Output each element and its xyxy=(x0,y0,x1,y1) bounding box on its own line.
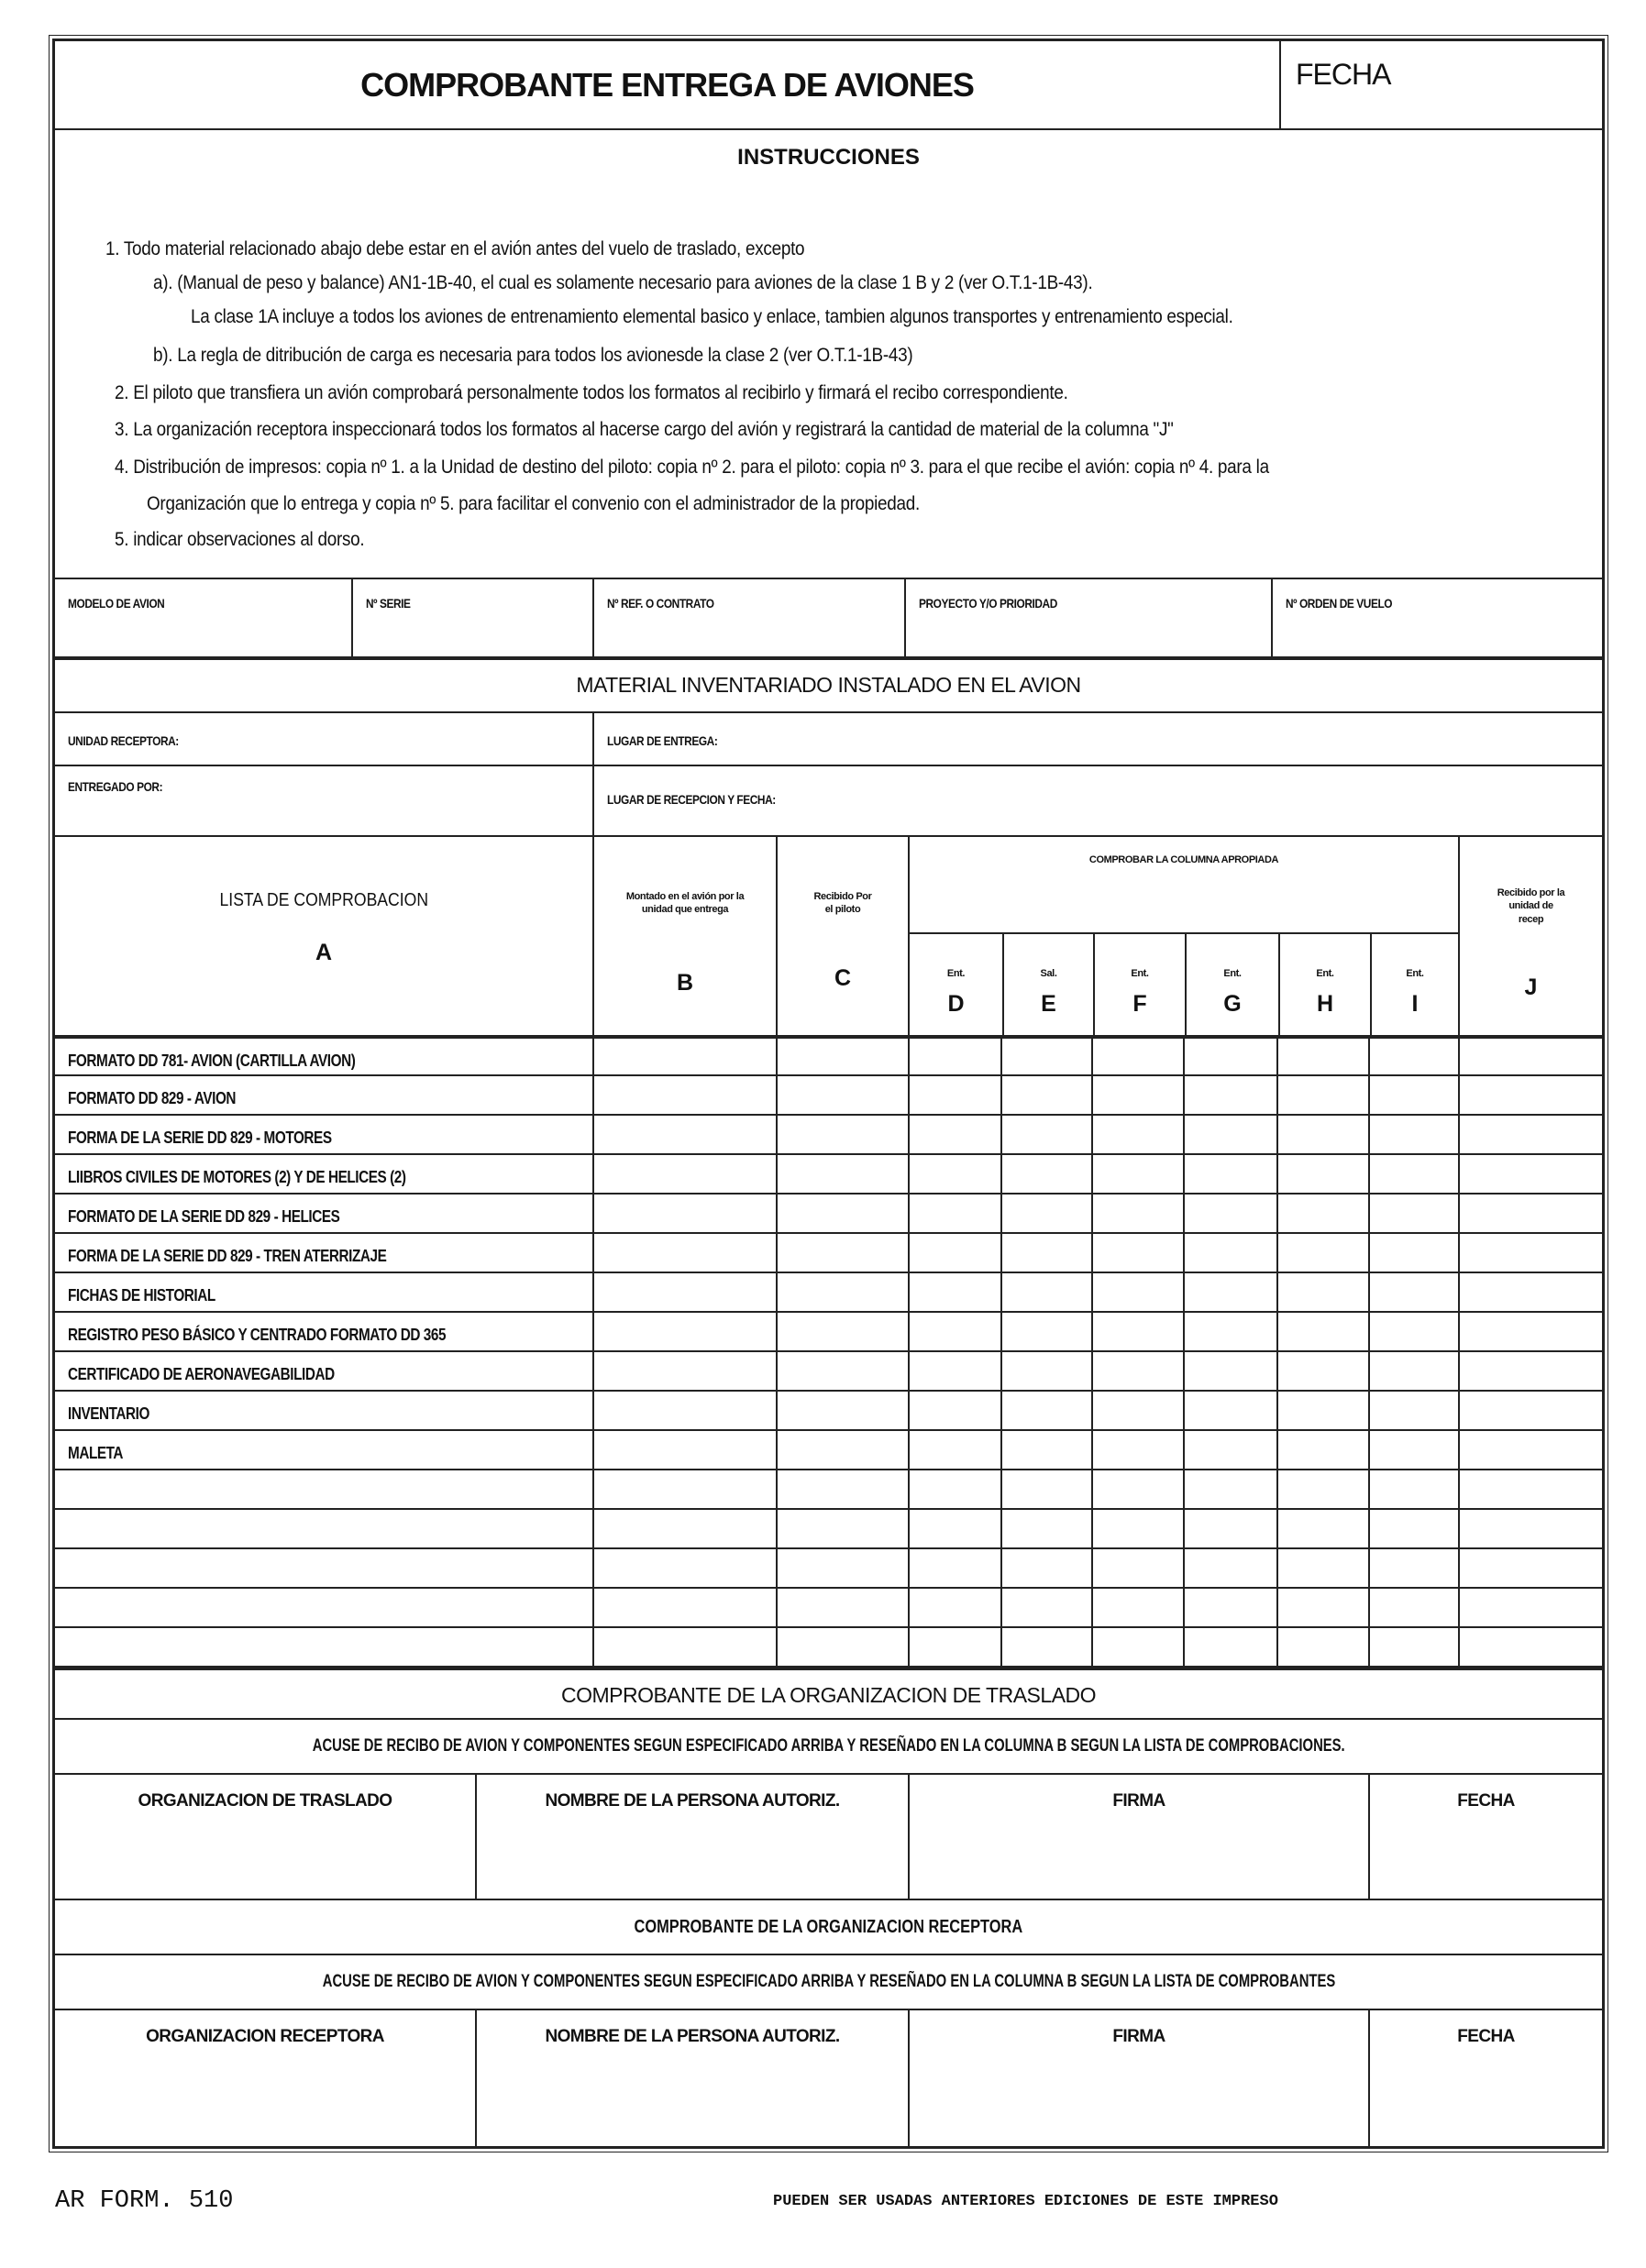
cell-col-j[interactable] xyxy=(1458,1076,1602,1114)
cell-col-j[interactable] xyxy=(1458,1549,1602,1587)
cell-col-g[interactable] xyxy=(1183,1589,1276,1626)
transfer-date-label: FECHA xyxy=(1457,1791,1515,1811)
cell-col-h[interactable] xyxy=(1276,1549,1368,1587)
cell-col-b[interactable] xyxy=(592,1392,776,1429)
model-label: MODELO DE AVION xyxy=(68,596,165,611)
transfer-org-title-row xyxy=(55,1668,1602,1720)
cell-col-b[interactable] xyxy=(592,1195,776,1232)
table-row xyxy=(55,1273,1602,1313)
cell-col-g[interactable] xyxy=(1183,1116,1276,1153)
project-label: PROYECTO Y/O PRIORIDAD xyxy=(919,596,1057,611)
cell-col-h[interactable] xyxy=(1276,1195,1368,1232)
cell-col-a[interactable] xyxy=(55,1392,592,1429)
cell-col-b[interactable] xyxy=(592,1628,776,1666)
cell-col-c[interactable] xyxy=(776,1313,908,1350)
cell-col-f[interactable] xyxy=(1091,1039,1183,1074)
cell-col-h[interactable] xyxy=(1276,1313,1368,1350)
cell-col-f[interactable] xyxy=(1091,1195,1183,1232)
cell-col-g[interactable] xyxy=(1183,1039,1276,1074)
col-h-header xyxy=(1278,934,1370,1035)
receiving-unit-field[interactable] xyxy=(55,713,592,765)
cell-col-j[interactable] xyxy=(1458,1352,1602,1390)
cell-col-f[interactable] xyxy=(1091,1431,1183,1469)
cell-col-a[interactable] xyxy=(55,1273,592,1311)
cell-col-a[interactable] xyxy=(55,1549,592,1587)
cell-col-b[interactable] xyxy=(592,1234,776,1272)
receiving-org-title: COMPROBANTE DE LA ORGANIZACION RECEPTORA xyxy=(634,1917,1023,1937)
col-i-sub: Ent. xyxy=(1406,968,1424,979)
cell-col-g[interactable] xyxy=(1183,1352,1276,1390)
receiving-org-field[interactable] xyxy=(55,2010,475,2146)
checklist-item-label: FORMATO DD 781- AVION (CARTILLA AVION) xyxy=(68,1051,356,1070)
cell-col-f[interactable] xyxy=(1091,1116,1183,1153)
cell-col-c[interactable] xyxy=(776,1589,908,1626)
receiving-unit-row xyxy=(55,713,1602,766)
cell-col-e[interactable] xyxy=(1000,1392,1091,1429)
transfer-name-label: NOMBRE DE LA PERSONA AUTORIZ. xyxy=(545,1791,840,1811)
cell-col-c[interactable] xyxy=(776,1039,908,1074)
cell-col-h[interactable] xyxy=(1276,1273,1368,1311)
cell-col-g[interactable] xyxy=(1183,1431,1276,1469)
cell-col-c[interactable] xyxy=(776,1155,908,1193)
col-b-label: Montado en el avión por la unidad que entrega xyxy=(625,891,745,916)
col-c-label: Recibido Por el piloto xyxy=(813,891,872,916)
cell-col-d[interactable] xyxy=(908,1076,1000,1114)
cell-col-d[interactable] xyxy=(908,1039,1000,1074)
material-title-row xyxy=(55,658,1602,713)
cell-col-a[interactable] xyxy=(55,1195,592,1232)
cell-col-d[interactable] xyxy=(908,1549,1000,1587)
cell-col-b[interactable] xyxy=(592,1116,776,1153)
cell-col-c[interactable] xyxy=(776,1234,908,1272)
transfer-org-label: ORGANIZACION DE TRASLADO xyxy=(138,1791,392,1811)
cell-col-c[interactable] xyxy=(776,1549,908,1587)
cell-col-b[interactable] xyxy=(592,1510,776,1547)
cell-col-c[interactable] xyxy=(776,1470,908,1508)
transfer-signature-field[interactable] xyxy=(908,1775,1368,1899)
receiving-signature-field[interactable] xyxy=(908,2010,1368,2146)
delivered-by-field[interactable] xyxy=(55,766,592,835)
cell-col-f[interactable] xyxy=(1091,1470,1183,1508)
transfer-date-field[interactable] xyxy=(1368,1775,1602,1899)
cell-col-f[interactable] xyxy=(1091,1273,1183,1311)
receiving-ack-row xyxy=(55,1955,1602,2010)
instruction-line: 2. El piloto que transfiera un avión comprobará personalmente todos los formatos al recibirlo y firmará el recibo correspondiente. xyxy=(115,382,1068,403)
col-g-sub: Ent. xyxy=(1223,968,1242,979)
instruction-line: b). La regla de ditribución de carga es necesaria para todos los avionesde la clase 2 (ver O.T.1-1B-43) xyxy=(153,345,913,366)
table-row xyxy=(55,1589,1602,1628)
cell-col-h[interactable] xyxy=(1276,1470,1368,1508)
cell-col-a[interactable] xyxy=(55,1313,592,1350)
cell-col-f[interactable] xyxy=(1091,1549,1183,1587)
receiving-unit-label: UNIDAD RECEPTORA: xyxy=(68,733,179,748)
cell-col-f[interactable] xyxy=(1091,1352,1183,1390)
cell-col-f[interactable] xyxy=(1091,1589,1183,1626)
cell-col-b[interactable] xyxy=(592,1273,776,1311)
cell-col-g[interactable] xyxy=(1183,1273,1276,1311)
receiving-date-label: FECHA xyxy=(1457,2027,1515,2046)
cell-col-i[interactable] xyxy=(1368,1589,1458,1626)
cell-col-g[interactable] xyxy=(1183,1628,1276,1666)
cell-col-i[interactable] xyxy=(1368,1628,1458,1666)
cell-col-e[interactable] xyxy=(1000,1352,1091,1390)
cell-col-i[interactable] xyxy=(1368,1313,1458,1350)
receiving-org-title-row xyxy=(55,1900,1602,1955)
col-g-header xyxy=(1185,934,1278,1035)
cell-col-c[interactable] xyxy=(776,1431,908,1469)
checklist-item-label: CERTIFICADO DE AERONAVEGABILIDAD xyxy=(68,1365,335,1383)
cell-col-e[interactable] xyxy=(1000,1116,1091,1153)
cell-col-c[interactable] xyxy=(776,1628,908,1666)
cell-col-e[interactable] xyxy=(1000,1510,1091,1547)
cell-col-b[interactable] xyxy=(592,1470,776,1508)
table-row xyxy=(55,1037,1602,1076)
cell-col-j[interactable] xyxy=(1458,1273,1602,1311)
reception-place-label: LUGAR DE RECEPCION Y FECHA: xyxy=(607,792,776,807)
cell-col-e[interactable] xyxy=(1000,1076,1091,1114)
table-row xyxy=(55,1155,1602,1195)
cell-col-c[interactable] xyxy=(776,1076,908,1114)
cell-col-d[interactable] xyxy=(908,1273,1000,1311)
table-row xyxy=(55,1549,1602,1589)
transfer-org-field[interactable] xyxy=(55,1775,475,1899)
cell-col-d[interactable] xyxy=(908,1470,1000,1508)
cell-col-j[interactable] xyxy=(1458,1195,1602,1232)
instruction-line: 4. Distribución de impresos: copia nº 1. a la Unidad de destino del piloto: copia nº 2. para el piloto: copia nº 3. para el que recibe el avión: copia nº 4. para la xyxy=(115,457,1269,478)
cell-col-a[interactable] xyxy=(55,1076,592,1114)
cell-col-j[interactable] xyxy=(1458,1431,1602,1469)
date-field[interactable] xyxy=(1279,41,1602,128)
cell-col-g[interactable] xyxy=(1183,1470,1276,1508)
delivery-place-field[interactable] xyxy=(592,713,1602,765)
flight-order-label: Nº ORDEN DE VUELO xyxy=(1286,596,1393,611)
cell-col-h[interactable] xyxy=(1276,1116,1368,1153)
checklist-item-label: REGISTRO PESO BÁSICO Y CENTRADO FORMATO DD 365 xyxy=(68,1326,447,1344)
checklist-item-label: FICHAS DE HISTORIAL xyxy=(68,1286,215,1305)
cell-col-j[interactable] xyxy=(1458,1470,1602,1508)
cell-col-b[interactable] xyxy=(592,1076,776,1114)
cell-col-c[interactable] xyxy=(776,1195,908,1232)
instructions-title: INSTRUCCIONES xyxy=(737,145,920,170)
serial-field[interactable] xyxy=(351,579,592,656)
col-j-label: Recibido por la unidad de recep xyxy=(1497,887,1565,925)
col-e-sub: Sal. xyxy=(1040,968,1057,979)
table-row xyxy=(55,1628,1602,1668)
receiving-ack: ACUSE DE RECIBO DE AVION Y COMPONENTES SEGUN ESPECIFICADO ARRIBA Y RESEÑADO EN LA COLUMNA B SEGUN LA LISTA DE COMPROBANTES xyxy=(322,1972,1335,1991)
form-title: COMPROBANTE ENTREGA DE AVIONES xyxy=(360,65,974,104)
col-i-letter: I xyxy=(1411,991,1419,1017)
checklist-item-label: MALETA xyxy=(68,1444,124,1462)
serial-label: Nº SERIE xyxy=(366,596,411,611)
cell-col-j[interactable] xyxy=(1458,1628,1602,1666)
check-group-header xyxy=(908,837,1458,1035)
cell-col-d[interactable] xyxy=(908,1195,1000,1232)
cell-col-j[interactable] xyxy=(1458,1039,1602,1074)
receiving-name-label: NOMBRE DE LA PERSONA AUTORIZ. xyxy=(545,2027,840,2046)
cell-col-b[interactable] xyxy=(592,1155,776,1193)
cell-col-b[interactable] xyxy=(592,1589,776,1626)
col-i-header xyxy=(1370,934,1458,1035)
table-row xyxy=(55,1431,1602,1470)
project-field[interactable] xyxy=(904,579,1271,656)
col-c-letter: C xyxy=(834,965,852,991)
cell-col-f[interactable] xyxy=(1091,1076,1183,1114)
cell-col-e[interactable] xyxy=(1000,1589,1091,1626)
cell-col-j[interactable] xyxy=(1458,1234,1602,1272)
col-e-letter: E xyxy=(1041,991,1056,1017)
cell-col-i[interactable] xyxy=(1368,1431,1458,1469)
col-f-header xyxy=(1093,934,1185,1035)
checklist-item-label: INVENTARIO xyxy=(68,1404,149,1423)
model-field[interactable] xyxy=(55,579,351,656)
cell-col-e[interactable] xyxy=(1000,1273,1091,1311)
delivered-by-label: ENTREGADO POR: xyxy=(68,779,163,794)
cell-col-e[interactable] xyxy=(1000,1234,1091,1272)
delivered-by-row xyxy=(55,766,1602,837)
cell-col-d[interactable] xyxy=(908,1313,1000,1350)
col-a-letter: A xyxy=(315,940,333,965)
cell-col-g[interactable] xyxy=(1183,1313,1276,1350)
cell-col-h[interactable] xyxy=(1276,1039,1368,1074)
cell-col-j[interactable] xyxy=(1458,1116,1602,1153)
cell-col-e[interactable] xyxy=(1000,1155,1091,1193)
table-row xyxy=(55,1313,1602,1352)
cell-col-g[interactable] xyxy=(1183,1549,1276,1587)
transfer-org-title: COMPROBANTE DE LA ORGANIZACION DE TRASLADO xyxy=(560,1683,1097,1707)
col-f-letter: F xyxy=(1132,991,1147,1017)
col-b-header xyxy=(592,837,776,1035)
cell-col-h[interactable] xyxy=(1276,1510,1368,1547)
cell-col-a[interactable] xyxy=(55,1234,592,1272)
cell-col-e[interactable] xyxy=(1000,1431,1091,1469)
cell-col-h[interactable] xyxy=(1276,1628,1368,1666)
cell-col-j[interactable] xyxy=(1458,1510,1602,1547)
col-c-header xyxy=(776,837,908,1035)
cell-col-h[interactable] xyxy=(1276,1076,1368,1114)
cell-col-d[interactable] xyxy=(908,1510,1000,1547)
col-a-header xyxy=(55,837,592,1035)
cell-col-i[interactable] xyxy=(1368,1155,1458,1193)
contract-field[interactable] xyxy=(592,579,904,656)
delivery-place-label: LUGAR DE ENTREGA: xyxy=(607,733,718,748)
cell-col-g[interactable] xyxy=(1183,1195,1276,1232)
instruction-line: 3. La organización receptora inspeccionará todos los formatos al hacerse cargo del avión y registrará la cantidad de material de la columna "J" xyxy=(115,419,1174,440)
cell-col-j[interactable] xyxy=(1458,1392,1602,1429)
cell-col-i[interactable] xyxy=(1368,1076,1458,1114)
cell-col-d[interactable] xyxy=(908,1234,1000,1272)
checklist-item-label: FORMATO DE LA SERIE DD 829 - HELICES xyxy=(68,1207,340,1226)
receiving-org-label: ORGANIZACION RECEPTORA xyxy=(146,2027,384,2046)
cell-col-i[interactable] xyxy=(1368,1510,1458,1547)
cell-col-d[interactable] xyxy=(908,1431,1000,1469)
check-subcols xyxy=(910,932,1458,1035)
cell-col-j[interactable] xyxy=(1458,1155,1602,1193)
instructions-section xyxy=(55,128,1602,579)
instruction-line: a). (Manual de peso y balance) AN1-1B-40, el cual es solamente necesario para aviones de la clase 1 B y 2 (ver O.T.1-1B-43). xyxy=(153,272,1093,293)
cell-col-c[interactable] xyxy=(776,1116,908,1153)
table-row xyxy=(55,1392,1602,1431)
cell-col-a[interactable] xyxy=(55,1470,592,1508)
receiving-date-field[interactable] xyxy=(1368,2010,1602,2146)
cell-col-a[interactable] xyxy=(55,1155,592,1193)
cell-col-a[interactable] xyxy=(55,1116,592,1153)
contract-label: Nº REF. O CONTRATO xyxy=(607,596,714,611)
cell-col-a[interactable] xyxy=(55,1431,592,1469)
editions-note: PUEDEN SER USADAS ANTERIORES EDICIONES DE ESTE IMPRESO xyxy=(773,2193,1278,2210)
checklist-body xyxy=(55,1037,1602,1668)
cell-col-d[interactable] xyxy=(908,1155,1000,1193)
cell-col-h[interactable] xyxy=(1276,1589,1368,1626)
col-f-sub: Ent. xyxy=(1131,968,1149,979)
cell-col-h[interactable] xyxy=(1276,1431,1368,1469)
cell-col-d[interactable] xyxy=(908,1352,1000,1390)
cell-col-a[interactable] xyxy=(55,1628,592,1666)
transfer-ack-row xyxy=(55,1720,1602,1775)
cell-col-a[interactable] xyxy=(55,1589,592,1626)
cell-col-h[interactable] xyxy=(1276,1234,1368,1272)
checklist-item-label: FORMA DE LA SERIE DD 829 - TREN ATERRIZAJE xyxy=(68,1247,387,1265)
transfer-ack: ACUSE DE RECIBO DE AVION Y COMPONENTES SEGUN ESPECIFICADO ARRIBA Y RESEÑADO EN LA COLUMNA B SEGUN LA LISTA DE COMPROBACIONES. xyxy=(312,1736,1345,1756)
checklist-item-label: FORMATO DD 829 - AVION xyxy=(68,1089,237,1107)
table-row xyxy=(55,1116,1602,1155)
cell-col-h[interactable] xyxy=(1276,1392,1368,1429)
cell-col-g[interactable] xyxy=(1183,1392,1276,1429)
table-row xyxy=(55,1195,1602,1234)
checklist-item-label: FORMA DE LA SERIE DD 829 - MOTORES xyxy=(68,1128,332,1147)
cell-col-e[interactable] xyxy=(1000,1470,1091,1508)
cell-col-a[interactable] xyxy=(55,1039,592,1074)
cell-col-a[interactable] xyxy=(55,1510,592,1547)
cell-col-f[interactable] xyxy=(1091,1234,1183,1272)
cell-col-c[interactable] xyxy=(776,1273,908,1311)
cell-col-c[interactable] xyxy=(776,1392,908,1429)
cell-col-i[interactable] xyxy=(1368,1470,1458,1508)
date-label: FECHA xyxy=(1296,58,1391,91)
cell-col-g[interactable] xyxy=(1183,1076,1276,1114)
cell-col-a[interactable] xyxy=(55,1352,592,1390)
col-a-label: LISTA DE COMPROBACION xyxy=(219,890,428,910)
cell-col-d[interactable] xyxy=(908,1116,1000,1153)
col-d-header xyxy=(910,934,1002,1035)
receiving-sign-row xyxy=(55,2010,1602,2146)
delivery-form xyxy=(52,39,1605,2149)
cell-col-i[interactable] xyxy=(1368,1195,1458,1232)
cell-col-i[interactable] xyxy=(1368,1039,1458,1074)
flight-order-field[interactable] xyxy=(1271,579,1602,656)
cell-col-f[interactable] xyxy=(1091,1392,1183,1429)
cell-col-i[interactable] xyxy=(1368,1549,1458,1587)
cell-col-g[interactable] xyxy=(1183,1510,1276,1547)
cell-col-f[interactable] xyxy=(1091,1313,1183,1350)
table-row xyxy=(55,1352,1602,1392)
cell-col-g[interactable] xyxy=(1183,1234,1276,1272)
instruction-line: La clase 1A incluye a todos los aviones de entrenamiento elemental basico y enlace, tambien algunos transportes y entrenamiento especial. xyxy=(191,306,1233,327)
checklist-item-label: LIIBROS CIVILES DE MOTORES (2) Y DE HELICES (2) xyxy=(68,1168,406,1186)
cell-col-h[interactable] xyxy=(1276,1155,1368,1193)
col-e-header xyxy=(1002,934,1093,1035)
cell-col-j[interactable] xyxy=(1458,1313,1602,1350)
cell-col-e[interactable] xyxy=(1000,1039,1091,1074)
form-id: AR FORM. 510 xyxy=(55,2187,234,2215)
aircraft-fields-row xyxy=(55,579,1602,658)
cell-col-c[interactable] xyxy=(776,1352,908,1390)
transfer-name-field[interactable] xyxy=(475,1775,908,1899)
cell-col-i[interactable] xyxy=(1368,1352,1458,1390)
col-h-sub: Ent. xyxy=(1316,968,1334,979)
cell-col-b[interactable] xyxy=(592,1352,776,1390)
cell-col-f[interactable] xyxy=(1091,1155,1183,1193)
table-row xyxy=(55,1234,1602,1273)
col-g-letter: G xyxy=(1223,991,1242,1017)
receiving-name-field[interactable] xyxy=(475,2010,908,2146)
instruction-line: Organización que lo entrega y copia nº 5. para facilitar el convenio con el administrador de la propiedad. xyxy=(147,493,920,514)
col-d-sub: Ent. xyxy=(946,968,966,979)
cell-col-d[interactable] xyxy=(908,1628,1000,1666)
cell-col-b[interactable] xyxy=(592,1549,776,1587)
reception-place-field[interactable] xyxy=(592,766,1602,835)
col-j-letter: J xyxy=(1524,974,1538,1000)
cell-col-b[interactable] xyxy=(592,1039,776,1074)
table-row xyxy=(55,1510,1602,1549)
checklist-header xyxy=(55,837,1602,1037)
cell-col-c[interactable] xyxy=(776,1510,908,1547)
cell-col-d[interactable] xyxy=(908,1589,1000,1626)
check-group-label: COMPROBAR LA COLUMNA APROPIADA xyxy=(1088,854,1279,865)
col-h-letter: H xyxy=(1316,991,1334,1017)
cell-col-i[interactable] xyxy=(1368,1392,1458,1429)
cell-col-g[interactable] xyxy=(1183,1155,1276,1193)
instruction-line: 5. indicar observaciones al dorso. xyxy=(115,529,365,550)
col-b-letter: B xyxy=(676,970,694,996)
table-row xyxy=(55,1470,1602,1510)
cell-col-e[interactable] xyxy=(1000,1313,1091,1350)
col-d-letter: D xyxy=(947,991,965,1017)
cell-col-i[interactable] xyxy=(1368,1116,1458,1153)
transfer-sign-row xyxy=(55,1775,1602,1900)
cell-col-f[interactable] xyxy=(1091,1510,1183,1547)
cell-col-b[interactable] xyxy=(592,1313,776,1350)
cell-col-i[interactable] xyxy=(1368,1234,1458,1272)
table-row xyxy=(55,1076,1602,1116)
receiving-signature-label: FIRMA xyxy=(1112,2027,1165,2046)
material-title: MATERIAL INVENTARIADO INSTALADO EN EL AVION xyxy=(576,673,1081,697)
cell-col-b[interactable] xyxy=(592,1431,776,1469)
cell-col-i[interactable] xyxy=(1368,1273,1458,1311)
cell-col-e[interactable] xyxy=(1000,1549,1091,1587)
cell-col-e[interactable] xyxy=(1000,1195,1091,1232)
cell-col-e[interactable] xyxy=(1000,1628,1091,1666)
cell-col-j[interactable] xyxy=(1458,1589,1602,1626)
cell-col-d[interactable] xyxy=(908,1392,1000,1429)
cell-col-f[interactable] xyxy=(1091,1628,1183,1666)
transfer-signature-label: FIRMA xyxy=(1112,1791,1165,1811)
instruction-line: 1. Todo material relacionado abajo debe estar en el avión antes del vuelo de traslado, excepto xyxy=(105,238,805,259)
col-j-header xyxy=(1458,837,1602,1035)
cell-col-h[interactable] xyxy=(1276,1352,1368,1390)
